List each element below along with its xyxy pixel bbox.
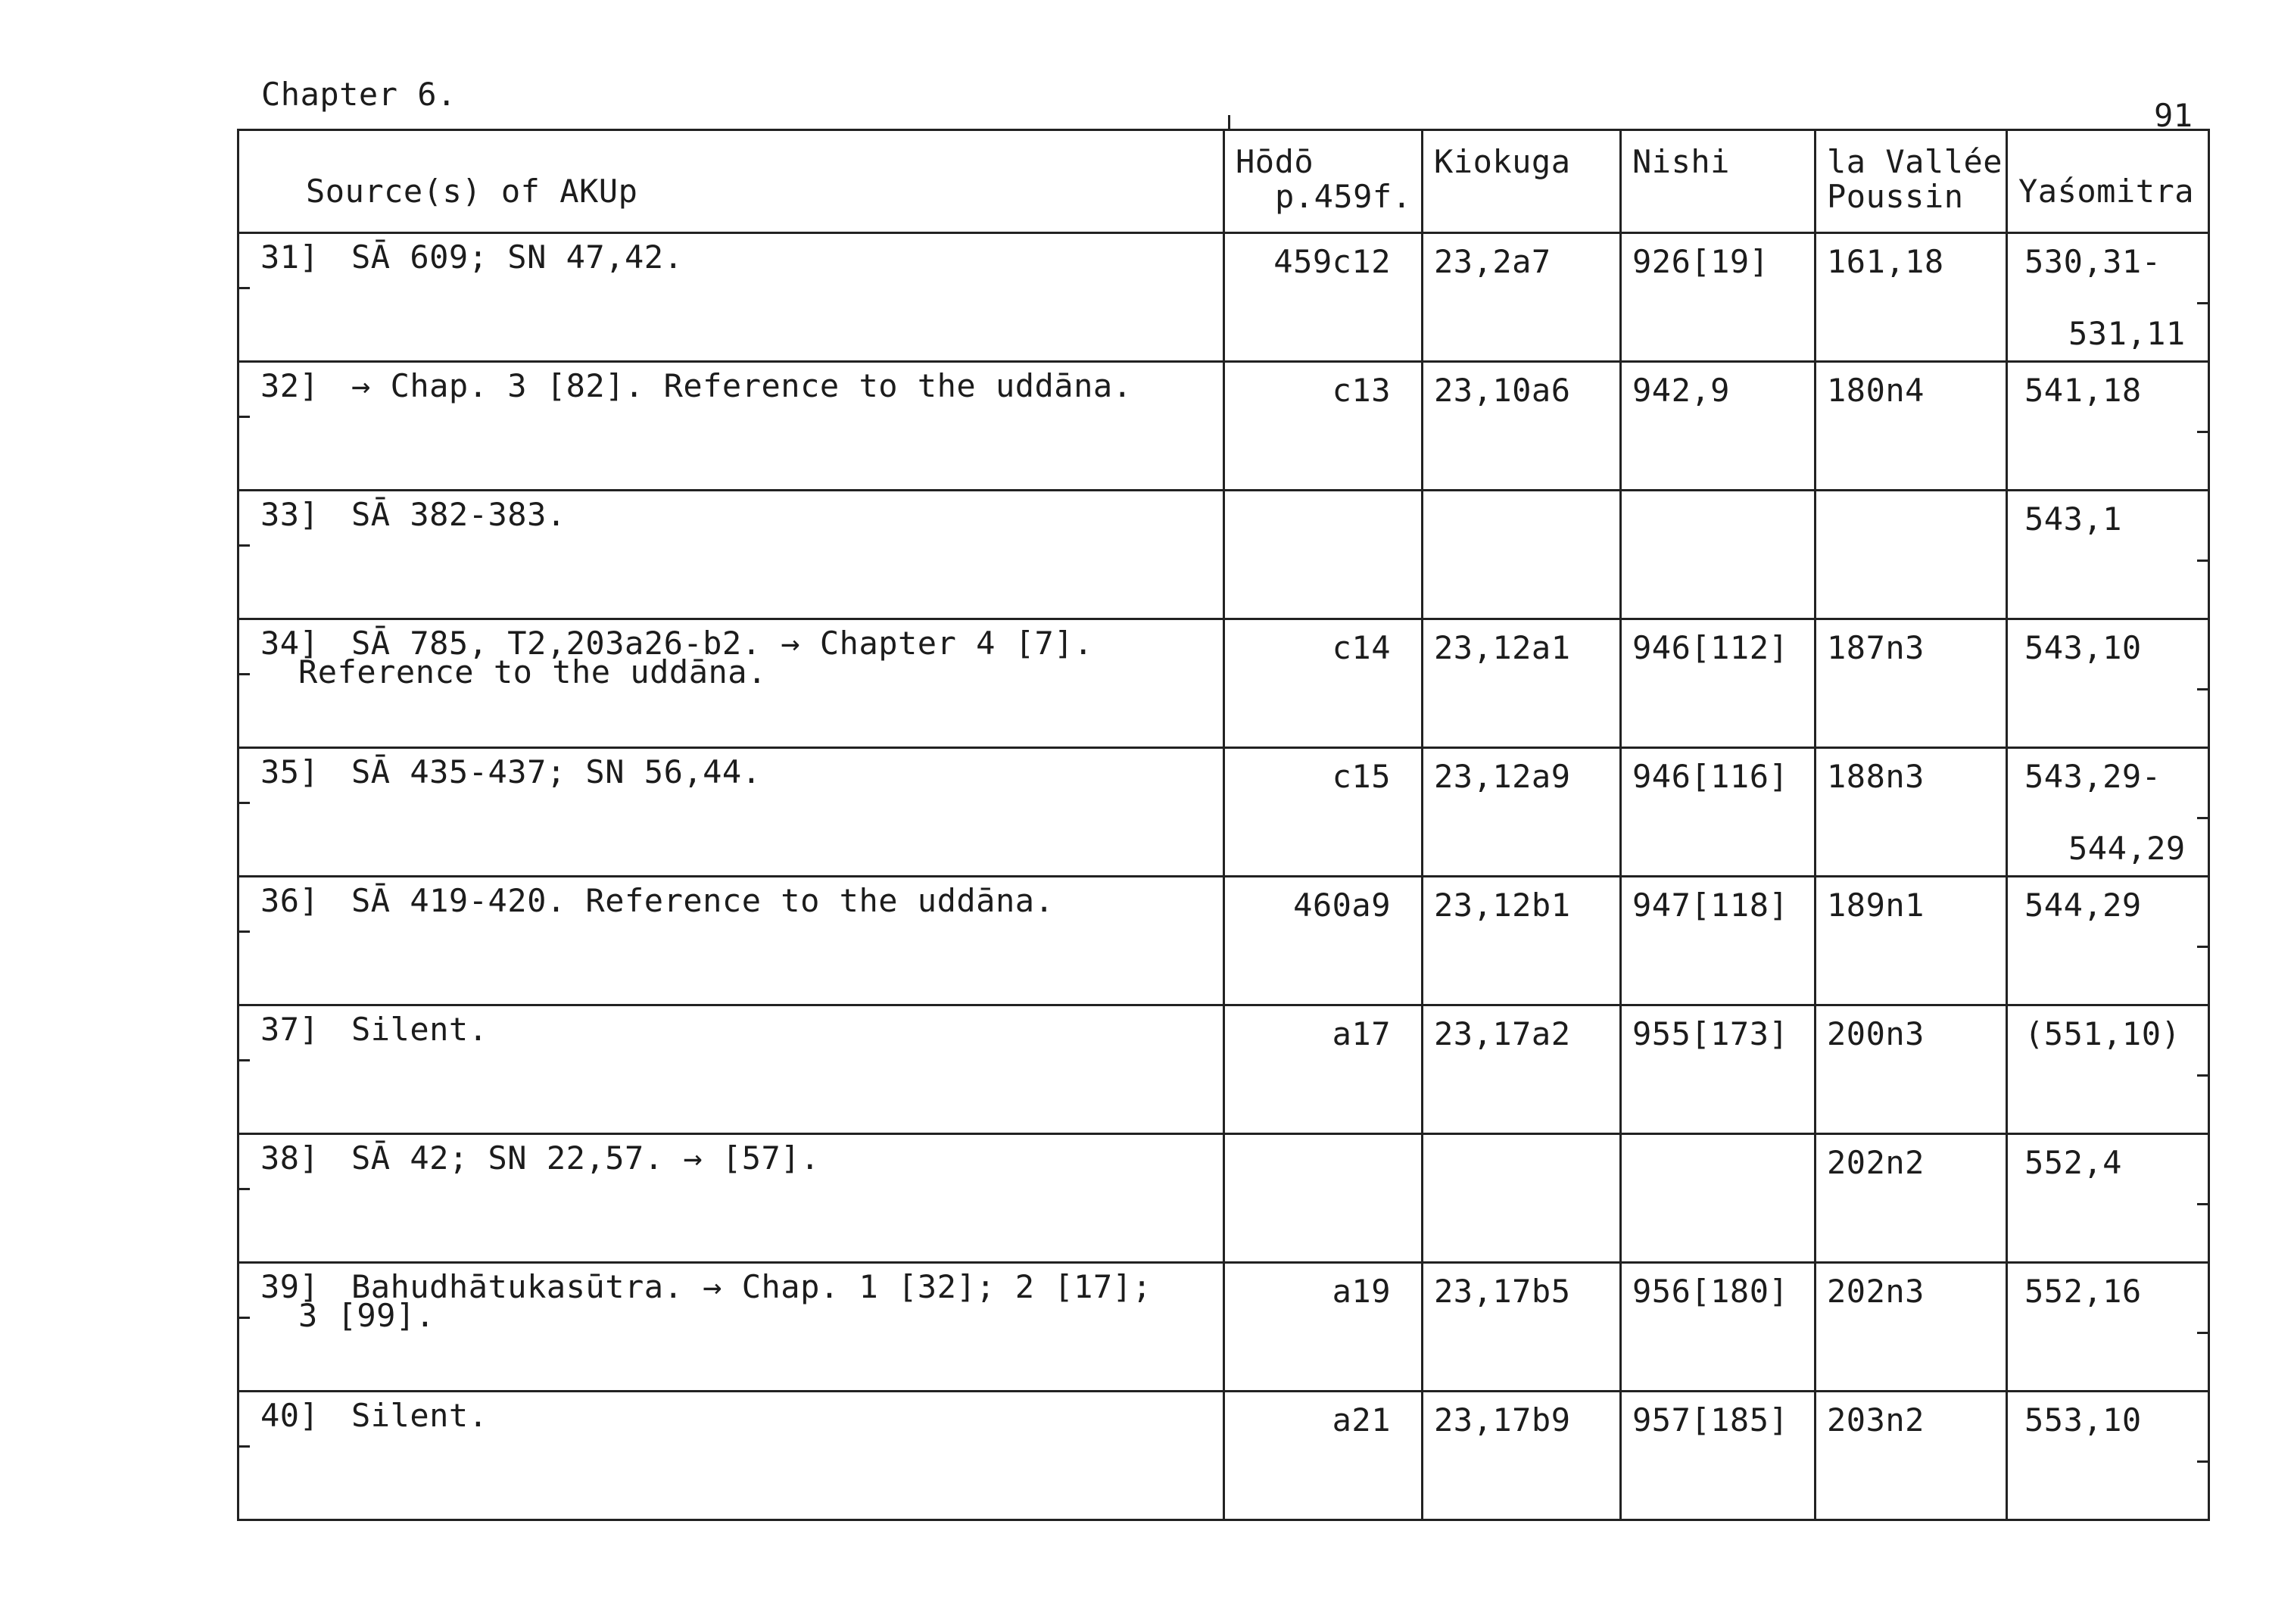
hodo-cell: a19 — [1224, 1263, 1423, 1392]
header-hodo — [1224, 130, 1423, 233]
yasomitra-cell — [2007, 1134, 2209, 1263]
table-row — [238, 362, 2209, 491]
source-cell — [238, 1134, 1224, 1263]
source-text: SĀ 382-383. — [351, 496, 566, 533]
table-row — [238, 877, 2209, 1005]
entry-number: 33] — [260, 496, 319, 533]
source-cell — [238, 233, 1224, 362]
nishi-cell: 946[116] — [1621, 748, 1816, 877]
entry-number: 34] — [260, 625, 319, 662]
entry-number: 38] — [260, 1139, 319, 1177]
source-cell — [238, 877, 1224, 1005]
source-cell — [238, 1263, 1224, 1392]
header-hodo-page: p.459f. — [1275, 178, 1412, 215]
hodo-cell: a21 — [1224, 1392, 1423, 1520]
yasomitra-ref: 541,18 — [2024, 372, 2142, 409]
nishi-cell: 956[180] — [1621, 1263, 1816, 1392]
yasomitra-cell — [2007, 491, 2209, 619]
table-row — [238, 619, 2209, 748]
yasomitra-cell — [2007, 877, 2209, 1005]
column-tick-mark — [1228, 115, 1230, 129]
entry-number: 35] — [260, 753, 319, 790]
nishi-cell: 955[173] — [1621, 1005, 1816, 1134]
hodo-cell: c13 — [1224, 362, 1423, 491]
source-text: SĀ 42; SN 22,57. → [57]. — [351, 1139, 820, 1177]
lvp-cell: 202n3 — [1816, 1263, 2007, 1392]
yasomitra-ref: 530,31- — [2024, 243, 2162, 280]
nishi-cell: 942,9 — [1621, 362, 1816, 491]
yasomitra-ref: 552,4 — [2024, 1144, 2122, 1181]
nishi-cell — [1621, 1134, 1816, 1263]
hodo-cell — [1224, 1134, 1423, 1263]
table-row — [238, 1263, 2209, 1392]
table-row — [238, 233, 2209, 362]
source-cell — [238, 748, 1224, 877]
yasomitra-cell — [2007, 1263, 2209, 1392]
source-cell — [238, 491, 1224, 619]
yasomitra-cell — [2007, 233, 2209, 362]
source-text: SĀ 419-420. Reference to the uddāna. — [351, 882, 1055, 919]
header-source: Source(s) of AKUp — [238, 130, 1224, 233]
source-text: SĀ 609; SN 47,42. — [351, 238, 684, 276]
header-yasomitra: Yaśomitra — [2007, 130, 2209, 233]
table-row — [238, 1005, 2209, 1134]
source-continuation: 3 [99]. — [298, 1297, 435, 1334]
kiokuga-cell: 23,17a2 — [1423, 1005, 1621, 1134]
yasomitra-cell — [2007, 1392, 2209, 1520]
lvp-cell — [1816, 491, 2007, 619]
source-cell — [238, 362, 1224, 491]
table-header-row — [238, 130, 2209, 233]
source-text: → Chap. 3 [82]. Reference to the uddāna. — [351, 367, 1133, 404]
yasomitra-ref: 553,10 — [2024, 1401, 2142, 1439]
source-text: Silent. — [351, 1011, 488, 1048]
header-la-vallee-poussin — [1816, 130, 2007, 233]
yasomitra-cell — [2007, 619, 2209, 748]
yasomitra-cell — [2007, 748, 2209, 877]
header-lvp-line2: Poussin — [1827, 178, 1964, 215]
source-cell — [238, 619, 1224, 748]
lvp-cell: 189n1 — [1816, 877, 2007, 1005]
table-row — [238, 491, 2209, 619]
yasomitra-ref: 543,1 — [2024, 500, 2122, 538]
lvp-cell: 161,18 — [1816, 233, 2007, 362]
table-row — [238, 1392, 2209, 1520]
hodo-cell: c15 — [1224, 748, 1423, 877]
kiokuga-cell — [1423, 491, 1621, 619]
hodo-cell: c14 — [1224, 619, 1423, 748]
header-hodo-title: Hōdō — [1236, 143, 1314, 180]
source-text: SĀ 435-437; SN 56,44. — [351, 753, 762, 790]
hodo-cell: a17 — [1224, 1005, 1423, 1134]
source-cell — [238, 1005, 1224, 1134]
kiokuga-cell: 23,17b5 — [1423, 1263, 1621, 1392]
page-number: 91 — [2154, 97, 2193, 134]
yasomitra-ref: 543,29- — [2024, 758, 2162, 795]
table-row — [238, 1134, 2209, 1263]
entry-number: 32] — [260, 367, 319, 404]
entry-number: 40] — [260, 1397, 319, 1434]
header-nishi: Nishi — [1621, 130, 1816, 233]
source-text: Bahudhātukasūtra. → Chap. 1 [32]; 2 [17]; — [351, 1268, 1152, 1305]
yasomitra-ref-cont: 544,29 — [2068, 830, 2186, 867]
table-row — [238, 748, 2209, 877]
nishi-cell — [1621, 491, 1816, 619]
chapter-heading: Chapter 6. — [261, 76, 457, 113]
yasomitra-ref: 544,29 — [2024, 887, 2142, 924]
lvp-cell: 188n3 — [1816, 748, 2007, 877]
yasomitra-ref-cont: 531,11 — [2068, 315, 2186, 352]
source-continuation: Reference to the uddāna. — [298, 653, 767, 690]
kiokuga-cell: 23,12a9 — [1423, 748, 1621, 877]
yasomitra-cell — [2007, 1005, 2209, 1134]
lvp-cell: 200n3 — [1816, 1005, 2007, 1134]
kiokuga-cell: 23,17b9 — [1423, 1392, 1621, 1520]
header-kiokuga: Kiokuga — [1423, 130, 1621, 233]
kiokuga-cell — [1423, 1134, 1621, 1263]
hodo-cell: 460a9 — [1224, 877, 1423, 1005]
hodo-cell: 459c12 — [1224, 233, 1423, 362]
yasomitra-cell — [2007, 362, 2209, 491]
kiokuga-cell: 23,2a7 — [1423, 233, 1621, 362]
entry-number: 37] — [260, 1011, 319, 1048]
yasomitra-ref: 543,10 — [2024, 629, 2142, 666]
kiokuga-cell: 23,12b1 — [1423, 877, 1621, 1005]
kiokuga-cell: 23,12a1 — [1423, 619, 1621, 748]
lvp-cell: 187n3 — [1816, 619, 2007, 748]
header-lvp-line1: la Vallée — [1827, 143, 2003, 180]
nishi-cell: 946[112] — [1621, 619, 1816, 748]
kiokuga-cell: 23,10a6 — [1423, 362, 1621, 491]
entry-number: 36] — [260, 882, 319, 919]
source-text: SĀ 785, T2,203a26-b2. → Chapter 4 [7]. — [351, 625, 1093, 662]
lvp-cell: 180n4 — [1816, 362, 2007, 491]
source-text: Silent. — [351, 1397, 488, 1434]
lvp-cell: 202n2 — [1816, 1134, 2007, 1263]
entry-number: 31] — [260, 238, 319, 276]
source-cell — [238, 1392, 1224, 1520]
nishi-cell: 947[118] — [1621, 877, 1816, 1005]
nishi-cell: 926[19] — [1621, 233, 1816, 362]
hodo-cell — [1224, 491, 1423, 619]
entry-number: 39] — [260, 1268, 319, 1305]
sources-table — [237, 129, 2210, 1521]
lvp-cell: 203n2 — [1816, 1392, 2007, 1520]
nishi-cell: 957[185] — [1621, 1392, 1816, 1520]
yasomitra-ref: 552,16 — [2024, 1273, 2142, 1310]
yasomitra-ref: (551,10) — [2024, 1015, 2181, 1052]
